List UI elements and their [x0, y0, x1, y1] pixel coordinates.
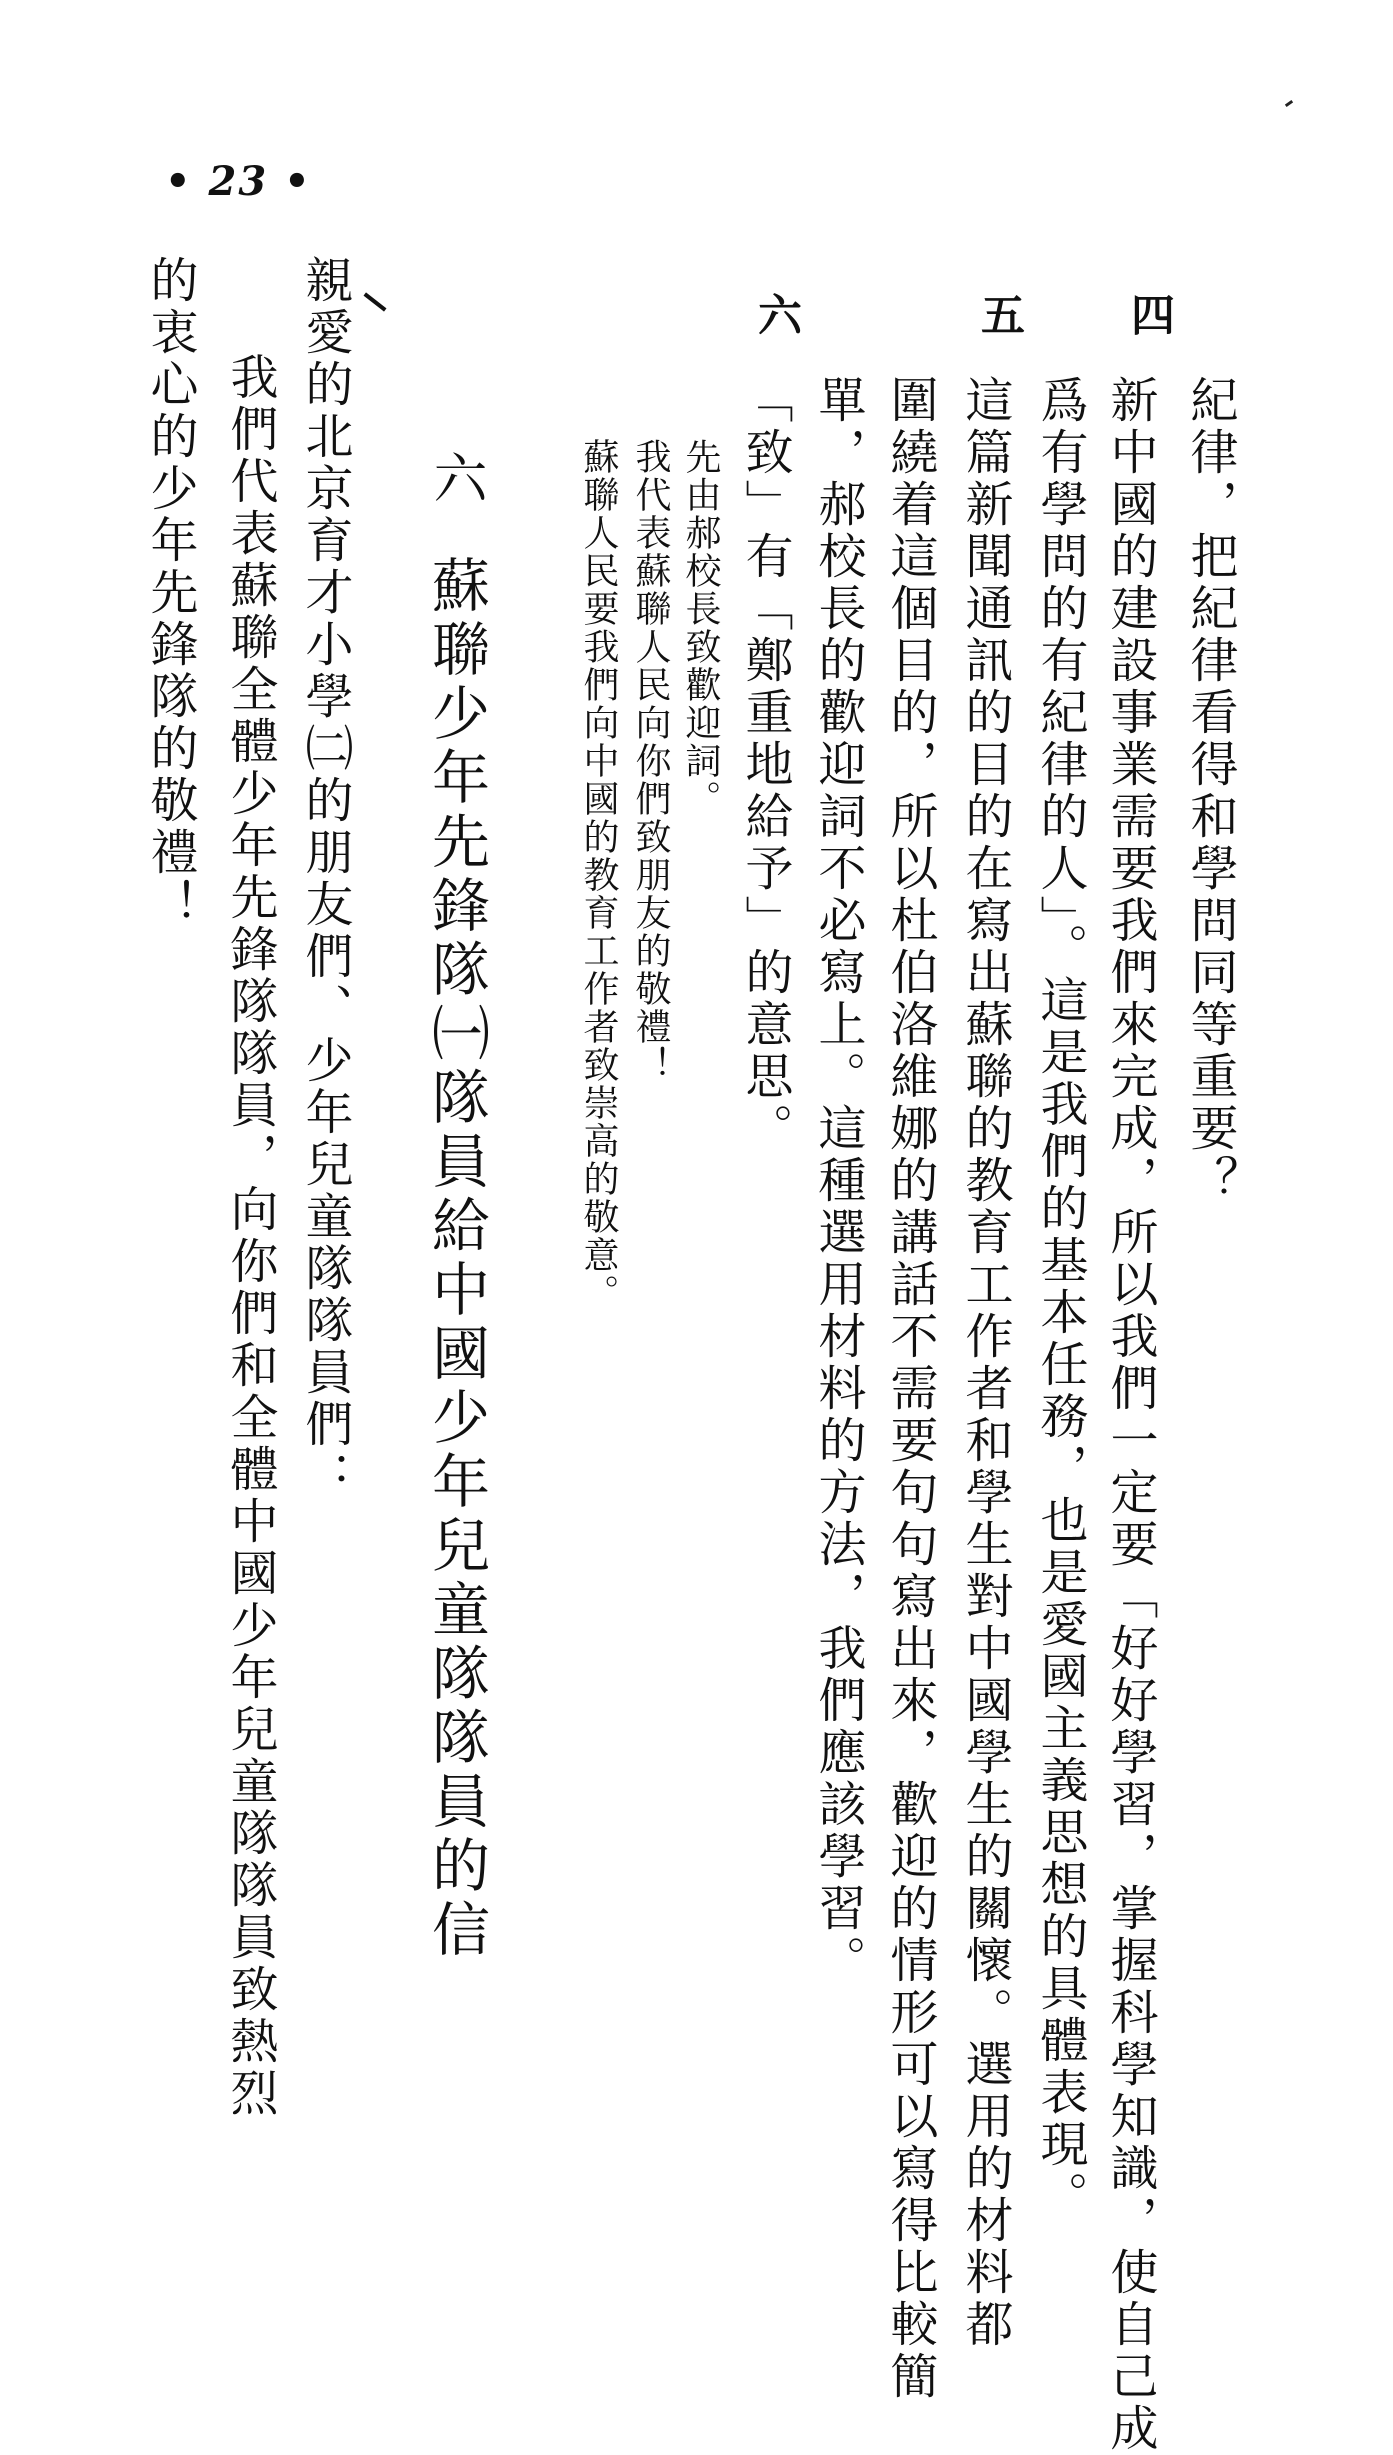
example-sentence-1: 先由郝校長致歡迎詞。 [680, 438, 721, 818]
note-number-4: 四 [1123, 292, 1174, 336]
section-number: 六 [425, 450, 488, 510]
note-number-5: 五 [973, 292, 1024, 336]
letter-line-1: 我們代表蘇聯全體少年先鋒隊隊員，向你們和全體中國少年兒童隊隊員致熱烈 [222, 352, 278, 2120]
example-sentence-2: 我代表蘇聯人民向你們致朋友的敬禮！ [630, 438, 671, 1084]
note-line-5: 圍繞着這個目的，所以杜伯洛維娜的講話不需要句句寫出來，歡迎的情形可以寫得比較簡 [882, 375, 938, 2403]
note-line-1: 紀律，把紀律看得和學問同等重要？ [1182, 375, 1238, 1207]
letter-line-2: 的衷心的少年先鋒隊的敬禮！ [142, 255, 198, 931]
note-line-6: 單，郝校長的歡迎詞不必寫上。這種選用材料的方法，我們應該學習。 [810, 375, 866, 1987]
note-number-6: 六 [750, 292, 801, 336]
note-line-2: 新中國的建設事業需要我們來完成，所以我們一定要「好好學習，掌握科學知識，使自己成 [1102, 375, 1158, 2455]
note-line-4: 這篇新聞通訊的目的在寫出蘇聯的教育工作者和學生對中國學生的關懷。選用的材料都 [957, 375, 1013, 2351]
section-title: 蘇聯少年先鋒隊㈠隊員給中國少年兒童隊隊員的信 [422, 555, 490, 1963]
letter-greeting: 親愛的北京育才小學㈡的朋友們、少年兒童隊隊員們： [297, 255, 353, 1503]
margin-mark [1285, 100, 1293, 107]
dash-mark [364, 292, 387, 311]
note-line-3: 爲有學問的有紀律的人」。這是我們的基本任務，也是愛國主義思想的具體表現。 [1032, 375, 1088, 2223]
note-line-7: 「致」有「鄭重地給予」的意思。 [737, 375, 793, 1155]
page-number: • 23 • [165, 158, 312, 205]
example-sentence-3: 蘇聯人民要我們向中國的教育工作者致崇高的敬意。 [578, 438, 619, 1312]
